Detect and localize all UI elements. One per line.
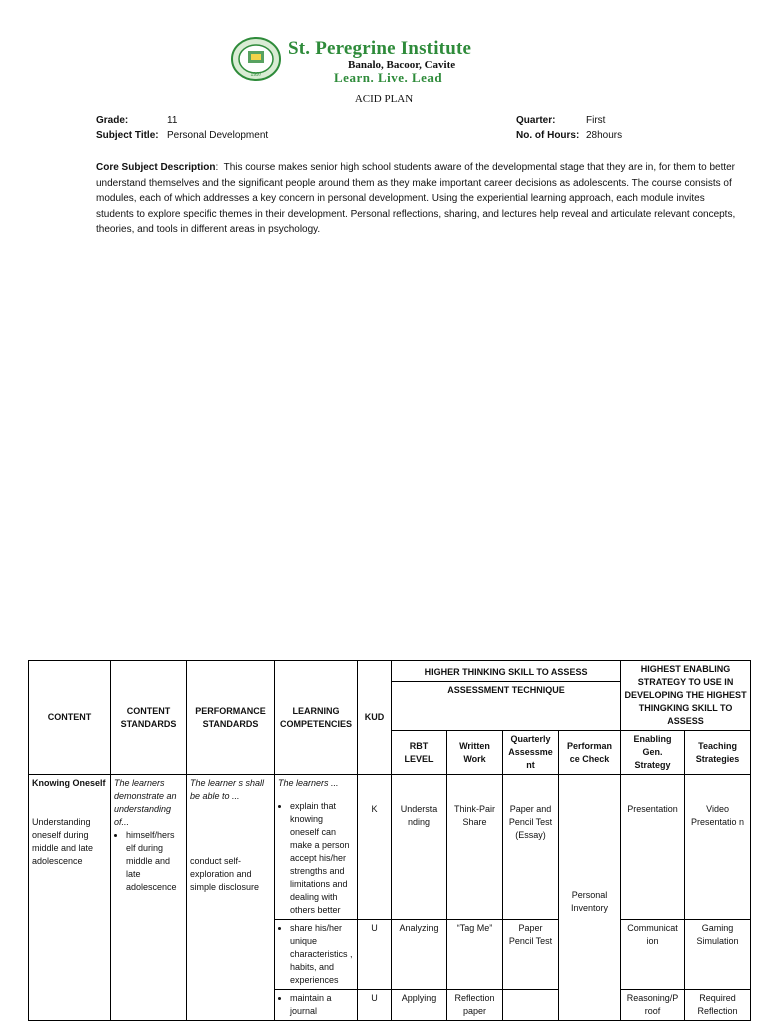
header-higher-thinking: HIGHER THINKING SKILL TO ASSESS bbox=[392, 661, 621, 682]
description-text: This course makes senior high school students aware of the developmental stage that they are in, for them to better understand themselves and the significant people around them as they make important career decisions as adolescents. The course consists of modules, each of which addresses a key concern in personal development. Using the experiential learning approach, each module invites students to explore specific themes in their development. Personal reflections, sharing, and lectures help reveal and articulate relevant concepts, theories, and tools in different areas in psychology. bbox=[96, 162, 736, 235]
quarter-value: First bbox=[586, 115, 606, 126]
written-work-cell: Think-Pair Share bbox=[447, 775, 503, 920]
kud-cell: K bbox=[358, 775, 392, 920]
institution-address: Banalo, Bacoor, Cavite bbox=[348, 59, 456, 71]
header-rbt-level: RBT LEVEL bbox=[392, 731, 447, 775]
header-performance-standards: PERFORMANCE STANDARDS bbox=[187, 661, 275, 775]
content-standards-cell bbox=[111, 775, 187, 1021]
content-standard-item: • himself/hers elf during middle and late adolescence bbox=[126, 829, 183, 894]
performance-check-cell: Personal Inventory bbox=[559, 775, 621, 1021]
enabling-strategy-cell: Communicat ion bbox=[621, 920, 685, 990]
content-title: Knowing Oneself bbox=[32, 778, 106, 788]
header-highest-enabling: HIGHEST ENABLING STRATEGY TO USE IN DEVELOPING THE HIGHEST THINGKING SKILL TO ASSESS bbox=[621, 661, 751, 731]
core-subject-description: Core Subject Description: This course makes senior high school students aware of the developmental stage that they are in, for them to better understand themselves and the significant people around them as they make important career decisions as adolescents. The course consists of modules, each of which addresses a key concern in personal development. Using the experiential learning approach, each module invites students to explore specific themes in their development. Personal reflections, sharing, and lectures help reveal and articulate relevant concepts, theories, and tools in different areas in psychology. bbox=[96, 162, 736, 235]
header-content-standards: CONTENT STANDARDS bbox=[111, 661, 187, 775]
competency-item: • share his/her unique characteristics , habits, and experiences bbox=[290, 922, 354, 987]
letterhead bbox=[0, 34, 768, 86]
quarter-label: Quarter: bbox=[516, 115, 556, 126]
quarter-line bbox=[516, 115, 605, 126]
header-learning-competencies: LEARNING COMPETENCIES bbox=[275, 661, 358, 775]
subject-value: Personal Development bbox=[167, 130, 269, 141]
header-row-1 bbox=[29, 661, 751, 682]
rbt-cell: Applying bbox=[392, 990, 447, 1021]
competency-cell bbox=[275, 775, 358, 920]
hours-value: 28hours bbox=[586, 130, 623, 141]
subject-label: Subject Title: bbox=[96, 130, 159, 141]
kud-cell: U bbox=[358, 990, 392, 1021]
rbt-cell: Analyzing bbox=[392, 920, 447, 990]
teaching-strategy-cell: Required Reflection bbox=[685, 990, 751, 1021]
content-cell bbox=[29, 775, 111, 1021]
competency-item: • explain that knowing oneself can make a person accept his/her strengths and limitations and dealing with others better bbox=[290, 800, 354, 917]
teaching-strategy-cell: Gaming Simulation bbox=[685, 920, 751, 990]
header-enabling-strategy: Enabling Gen. Strategy bbox=[621, 731, 685, 775]
enabling-strategy-cell: Reasoning/P roof bbox=[621, 990, 685, 1021]
teaching-strategy-cell: Video Presentatio n bbox=[685, 775, 751, 920]
grade-label: Grade: bbox=[96, 115, 129, 126]
quarterly-cell: Paper and Pencil Test (Essay) bbox=[503, 775, 559, 920]
competency-cell bbox=[275, 990, 358, 1021]
written-work-cell: Reflection paper bbox=[447, 990, 503, 1021]
institution-motto: Learn. Live. Lead bbox=[334, 70, 443, 85]
acid-plan-table bbox=[28, 660, 751, 1021]
quarterly-cell bbox=[503, 990, 559, 1021]
header-written-work: Written Work bbox=[447, 731, 503, 775]
content-subtitle: Understanding oneself during middle and late adolescence bbox=[32, 817, 94, 866]
content-standards-intro: The learners demonstrate an understanding of... bbox=[114, 778, 177, 827]
hours-label: No. of Hours: bbox=[516, 130, 580, 141]
institution-name: St. Peregrine Institute bbox=[288, 38, 472, 59]
written-work-cell: “Tag Me” bbox=[447, 920, 503, 990]
institute-seal-icon bbox=[230, 36, 282, 82]
header-quarterly-assessment: Quarterly Assessme nt bbox=[503, 731, 559, 775]
grade-line bbox=[96, 115, 177, 126]
competencies-intro: The learners ... bbox=[278, 778, 339, 788]
competency-cell bbox=[275, 920, 358, 990]
table-row bbox=[29, 775, 751, 920]
hours-line bbox=[516, 130, 622, 141]
description-label: Core Subject Description bbox=[96, 162, 216, 173]
performance-standard-item: conduct self-exploration and simple disclosure bbox=[190, 856, 260, 892]
subject-line bbox=[96, 130, 268, 141]
header-assessment-technique: ASSESSMENT TECHNIQUE bbox=[392, 681, 621, 730]
header-performance-check: Performan ce Check bbox=[559, 731, 621, 775]
enabling-strategy-cell: Presentation bbox=[621, 775, 685, 920]
rbt-cell: Understa nding bbox=[392, 775, 447, 920]
quarterly-cell: Paper Pencil Test bbox=[503, 920, 559, 990]
kud-cell: U bbox=[358, 920, 392, 990]
header-kud: KUD bbox=[358, 661, 392, 775]
seal-year: 1997 bbox=[250, 72, 262, 78]
competency-item: • maintain a journal bbox=[290, 992, 354, 1018]
header-content: CONTENT bbox=[29, 661, 111, 775]
performance-standards-intro: The learner s shall be able to ... bbox=[190, 778, 265, 801]
performance-standards-cell bbox=[187, 775, 275, 1021]
grade-value: 11 bbox=[167, 115, 178, 126]
document-title: ACID PLAN bbox=[354, 93, 414, 105]
header-teaching-strategies: Teaching Strategies bbox=[685, 731, 751, 775]
